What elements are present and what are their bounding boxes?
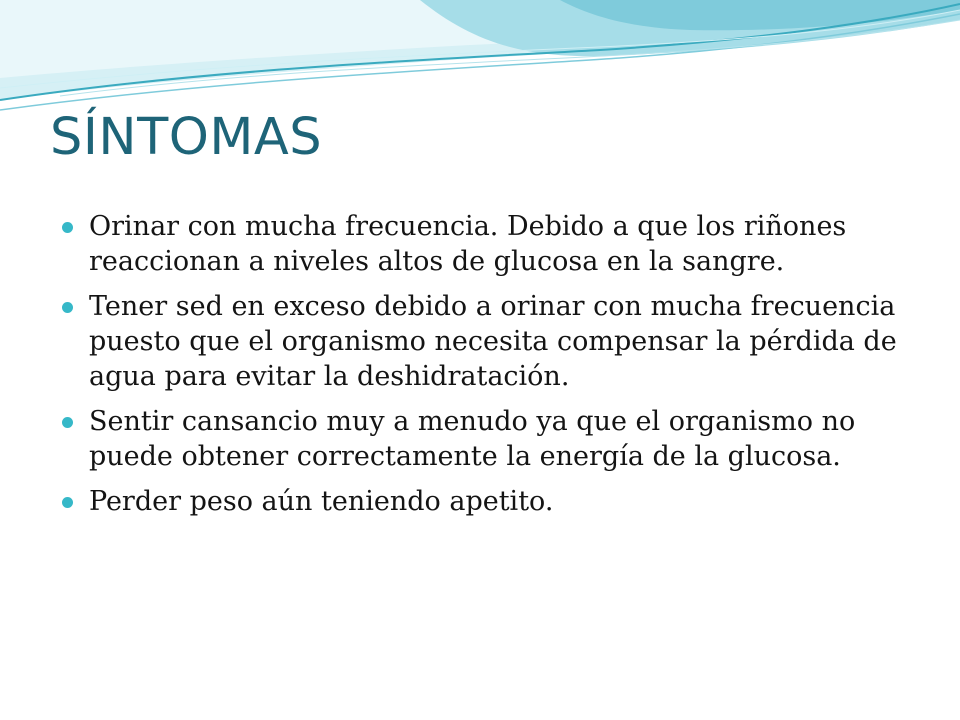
bullet-dot-icon <box>62 497 73 508</box>
bullet-text: Tener sed en exceso debido a orinar con mucha frecuencia puesto que el organismo necesita compensar la pérdida de agua para evitar la deshidratación. <box>89 291 897 392</box>
bullet-dot-icon <box>62 302 73 313</box>
bullet-text: Sentir cansancio muy a menudo ya que el organismo no puede obtener correctamente la energía de la glucosa. <box>89 406 856 472</box>
bullet-item <box>62 289 922 394</box>
bullet-text: Perder peso aún teniendo apetito. <box>89 486 554 517</box>
bullet-dot-icon <box>62 222 73 233</box>
slide-title: SÍNTOMAS <box>50 108 323 167</box>
bullet-text: Orinar con mucha frecuencia. Debido a que los riñones reaccionan a niveles altos de glucosa en la sangre. <box>89 211 847 277</box>
bullet-item <box>62 404 922 474</box>
bullet-dot-icon <box>62 417 73 428</box>
bullet-item <box>62 209 922 279</box>
bullet-item <box>62 484 922 519</box>
bullet-list <box>62 209 922 529</box>
